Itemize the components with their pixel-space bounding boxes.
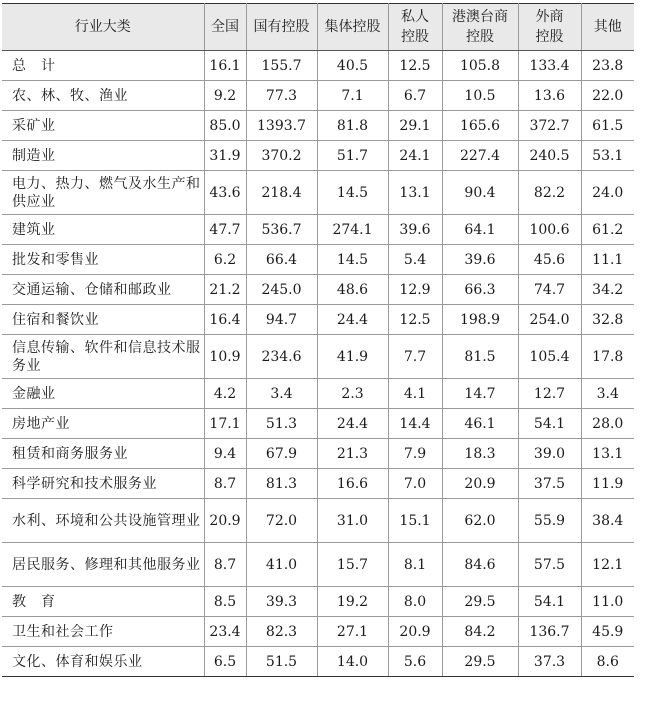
table-cell: 81.5 [442,335,518,379]
table-cell: 4.2 [204,379,246,409]
table-cell: 198.9 [442,305,518,335]
table-cell: 12.5 [388,305,442,335]
table-cell: 16.1 [204,51,246,81]
table-cell: 74.7 [518,275,581,305]
table-cell: 55.9 [518,499,581,543]
table-cell: 240.5 [518,141,581,171]
table-cell: 32.8 [581,305,634,335]
table-cell: 66.4 [246,245,317,275]
table-cell: 274.1 [317,215,388,245]
table-cell: 100.6 [518,215,581,245]
table-cell: 14.7 [442,379,518,409]
table-cell: 8.7 [204,543,246,587]
table-cell: 39.3 [246,587,317,617]
header-row [2,4,634,51]
row-label: 卫生和社会工作 [2,617,204,647]
table-cell: 37.5 [518,469,581,499]
row-label: 交通运输、仓储和邮政业 [2,275,204,305]
table-cell: 218.4 [246,171,317,215]
table-row [2,245,634,275]
table-cell: 23.8 [581,51,634,81]
table-cell: 12.9 [388,275,442,305]
table-row [2,379,634,409]
table-cell: 67.9 [246,439,317,469]
table-cell: 47.7 [204,215,246,245]
table-cell: 39.6 [388,215,442,245]
table-cell: 20.9 [442,469,518,499]
row-label: 科学研究和技术服务业 [2,469,204,499]
table-cell: 54.1 [518,409,581,439]
table-cell: 105.4 [518,335,581,379]
table-cell: 82.2 [518,171,581,215]
table-cell: 21.2 [204,275,246,305]
table-cell: 12.5 [388,51,442,81]
table-cell: 15.1 [388,499,442,543]
table-row [2,439,634,469]
table-cell: 13.6 [518,81,581,111]
row-label: 居民服务、修理和其他服务业 [2,543,204,587]
table-cell: 14.5 [317,171,388,215]
table-cell: 5.4 [388,245,442,275]
row-label: 制造业 [2,141,204,171]
table-cell: 8.1 [388,543,442,587]
row-label: 租赁和商务服务业 [2,439,204,469]
table-cell: 13.1 [388,171,442,215]
header-private: 私人 控股 [388,4,442,51]
table-cell: 29.5 [442,647,518,677]
table-cell: 45.6 [518,245,581,275]
table-row [2,275,634,305]
table-cell: 14.0 [317,647,388,677]
table-cell: 24.4 [317,305,388,335]
table-cell: 20.9 [388,617,442,647]
table-cell: 21.3 [317,439,388,469]
table-cell: 5.6 [388,647,442,677]
table-cell: 31.9 [204,141,246,171]
table-row [2,141,634,171]
row-label: 住宿和餐饮业 [2,305,204,335]
table-cell: 57.5 [518,543,581,587]
table-cell: 34.2 [581,275,634,305]
table-cell: 61.5 [581,111,634,141]
table-row [2,171,634,215]
table-cell: 8.5 [204,587,246,617]
table-cell: 22.0 [581,81,634,111]
table-cell: 28.0 [581,409,634,439]
table-cell: 17.8 [581,335,634,379]
table-cell: 234.6 [246,335,317,379]
table-row [2,587,634,617]
table-cell: 3.4 [581,379,634,409]
table-cell: 46.1 [442,409,518,439]
table-cell: 81.3 [246,469,317,499]
table-cell: 51.5 [246,647,317,677]
table-cell: 165.6 [442,111,518,141]
table-cell: 85.0 [204,111,246,141]
table-row [2,469,634,499]
table-body [2,51,634,677]
table-cell: 14.4 [388,409,442,439]
table-cell: 94.7 [246,305,317,335]
table-cell: 40.5 [317,51,388,81]
table-cell: 8.0 [388,587,442,617]
table-cell: 14.5 [317,245,388,275]
row-label: 总 计 [2,51,204,81]
table-cell: 24.4 [317,409,388,439]
table-cell: 82.3 [246,617,317,647]
table-cell: 12.7 [518,379,581,409]
row-label: 教 育 [2,587,204,617]
table-cell: 17.1 [204,409,246,439]
table-cell: 24.1 [388,141,442,171]
table-cell: 66.3 [442,275,518,305]
row-label: 水利、环境和公共设施管理业 [2,499,204,543]
industry-table [2,3,634,677]
table-cell: 7.9 [388,439,442,469]
table-cell: 20.9 [204,499,246,543]
table-cell: 41.9 [317,335,388,379]
table-cell: 84.6 [442,543,518,587]
table-cell: 18.3 [442,439,518,469]
table-cell: 39.0 [518,439,581,469]
table-cell: 4.1 [388,379,442,409]
table-cell: 51.3 [246,409,317,439]
table-cell: 45.9 [581,617,634,647]
table-cell: 31.0 [317,499,388,543]
table-row [2,51,634,81]
table-cell: 6.2 [204,245,246,275]
table-cell: 227.4 [442,141,518,171]
table-cell: 155.7 [246,51,317,81]
header-foreign: 外商 控股 [518,4,581,51]
table-row [2,499,634,543]
header-state-owned: 国有控股 [246,4,317,51]
table-cell: 1393.7 [246,111,317,141]
row-label: 信息传输、软件和信息技术服务业 [2,335,204,379]
row-label: 批发和零售业 [2,245,204,275]
table-cell: 10.5 [442,81,518,111]
table-cell: 3.4 [246,379,317,409]
row-label: 农、林、牧、渔业 [2,81,204,111]
row-label: 电力、热力、燃气及水生产和供应业 [2,171,204,215]
table-row [2,305,634,335]
row-label: 采矿业 [2,111,204,141]
table-cell: 6.7 [388,81,442,111]
table-row [2,409,634,439]
table-cell: 77.3 [246,81,317,111]
table-cell: 64.1 [442,215,518,245]
table-cell: 23.4 [204,617,246,647]
table-cell: 29.1 [388,111,442,141]
table-row [2,647,634,677]
table-cell: 19.2 [317,587,388,617]
table-cell: 370.2 [246,141,317,171]
table-row [2,617,634,647]
table-cell: 372.7 [518,111,581,141]
table-cell: 11.0 [581,587,634,617]
table-cell: 24.0 [581,171,634,215]
table-cell: 15.7 [317,543,388,587]
table-cell: 245.0 [246,275,317,305]
table-cell: 41.0 [246,543,317,587]
row-label: 房地产业 [2,409,204,439]
table-cell: 62.0 [442,499,518,543]
table-cell: 11.1 [581,245,634,275]
table-cell: 2.3 [317,379,388,409]
table-cell: 16.4 [204,305,246,335]
table-cell: 13.1 [581,439,634,469]
table-cell: 51.7 [317,141,388,171]
table-cell: 136.7 [518,617,581,647]
table-cell: 6.5 [204,647,246,677]
table-cell: 27.1 [317,617,388,647]
table-row [2,111,634,141]
header-other: 其他 [581,4,634,51]
table-cell: 10.9 [204,335,246,379]
table-row [2,215,634,245]
table-cell: 72.0 [246,499,317,543]
table-cell: 8.6 [581,647,634,677]
table-cell: 9.2 [204,81,246,111]
row-label: 文化、体育和娱乐业 [2,647,204,677]
table-cell: 38.4 [581,499,634,543]
row-label: 金融业 [2,379,204,409]
table-cell: 29.5 [442,587,518,617]
table-header [2,4,634,51]
table-cell: 81.8 [317,111,388,141]
header-national: 全国 [204,4,246,51]
table-cell: 39.6 [442,245,518,275]
table-cell: 90.4 [442,171,518,215]
table-container [2,3,634,677]
table-cell: 61.2 [581,215,634,245]
table-cell: 133.4 [518,51,581,81]
row-label: 建筑业 [2,215,204,245]
table-cell: 12.1 [581,543,634,587]
table-cell: 54.1 [518,587,581,617]
table-cell: 7.1 [317,81,388,111]
header-industry: 行业大类 [2,4,204,51]
table-cell: 53.1 [581,141,634,171]
table-cell: 9.4 [204,439,246,469]
table-cell: 43.6 [204,171,246,215]
table-cell: 11.9 [581,469,634,499]
table-row [2,81,634,111]
table-cell: 105.8 [442,51,518,81]
table-cell: 8.7 [204,469,246,499]
table-cell: 7.0 [388,469,442,499]
table-cell: 254.0 [518,305,581,335]
table-cell: 16.6 [317,469,388,499]
table-cell: 7.7 [388,335,442,379]
header-hk-macao-taiwan: 港澳台商 控股 [442,4,518,51]
table-cell: 536.7 [246,215,317,245]
table-cell: 48.6 [317,275,388,305]
table-row [2,543,634,587]
table-row [2,335,634,379]
header-collective: 集体控股 [317,4,388,51]
table-cell: 84.2 [442,617,518,647]
table-cell: 37.3 [518,647,581,677]
